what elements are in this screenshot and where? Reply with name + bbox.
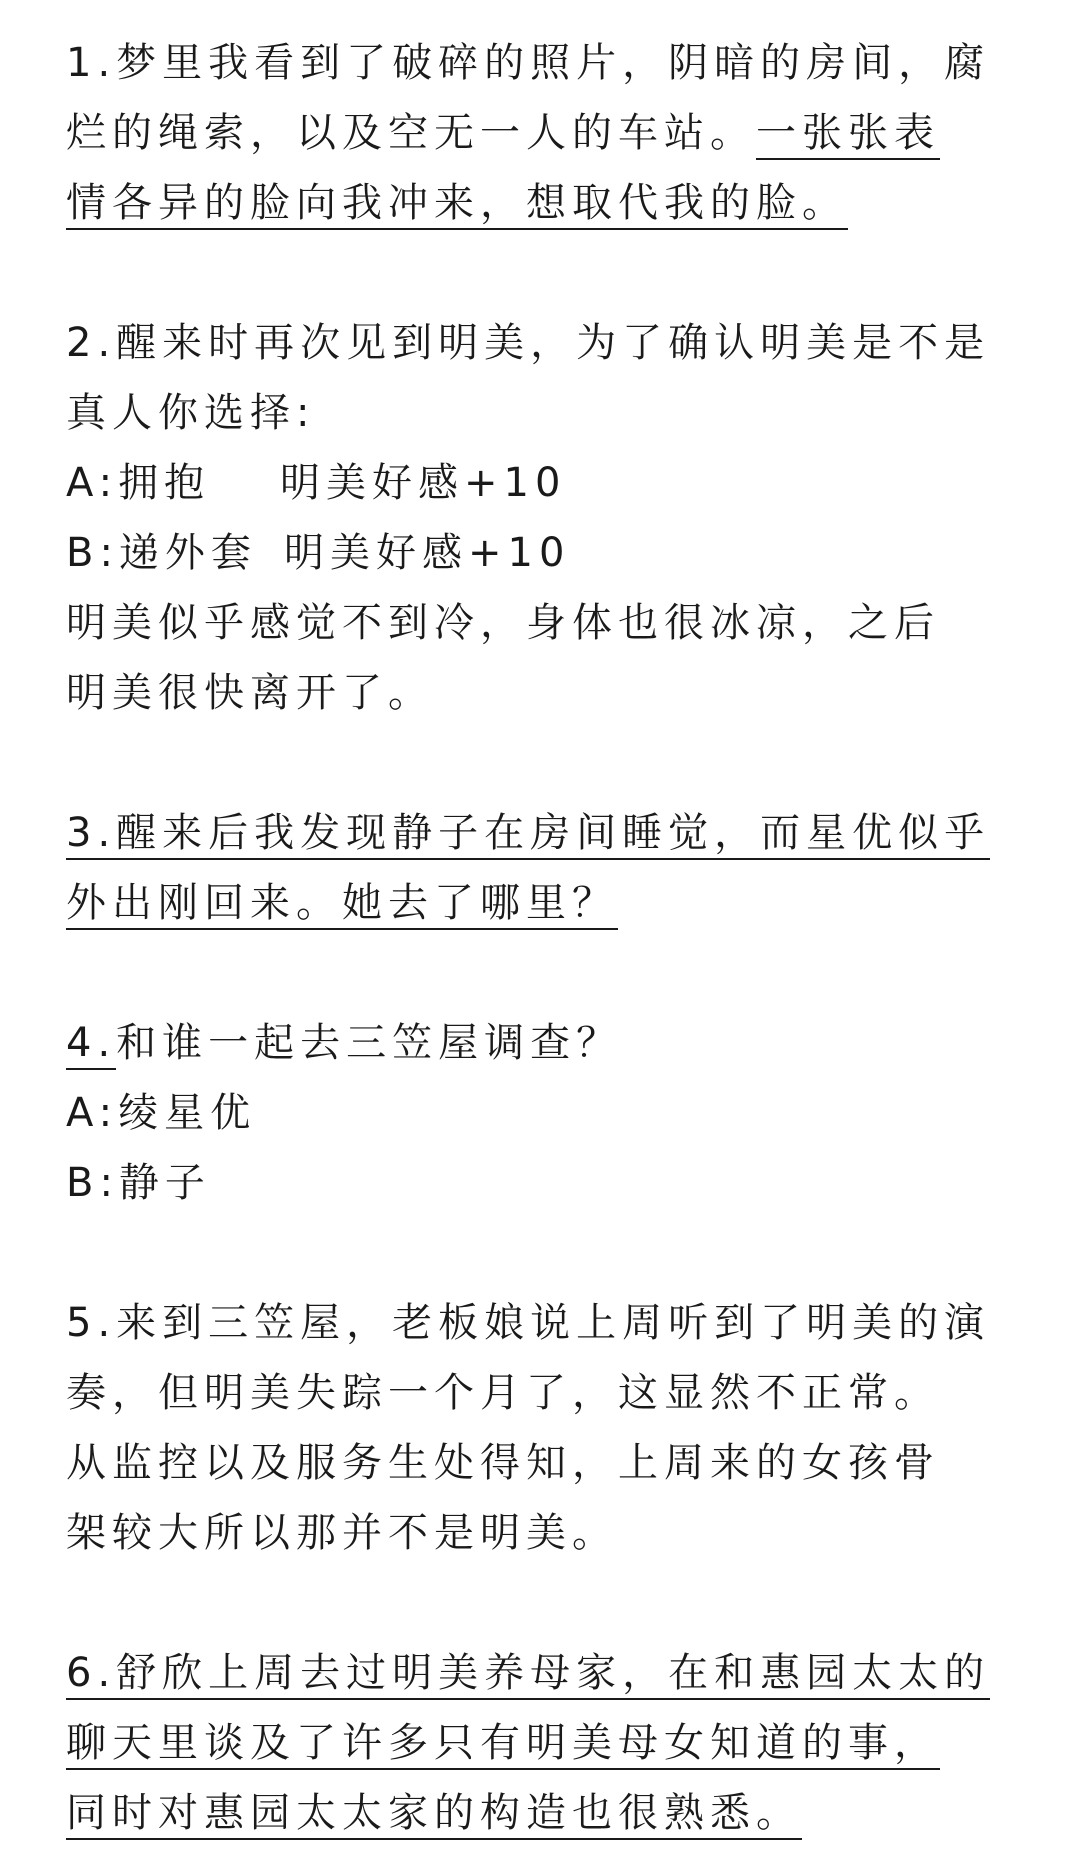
s3-underlined-text-1: 3.醒来后我发现静子在房间睡觉，而星优似乎 [66,810,990,860]
s3-line-1 [66,798,1020,868]
s1-text-2: 烂的绳索，以及空无一人的车站。 [66,110,756,156]
s5-text-1: 5.来到三笠屋，老板娘说上周听到了明美的演 [66,1300,991,1346]
s2-text-2: 真人你选择: [66,390,316,436]
s1-underlined-text-2: 一张张表 [756,110,940,160]
s2-option-a-effect: 明美好感+10 [280,460,567,506]
s2-line-1 [66,308,1020,378]
s1-underlined-text-3: 情各异的脸向我冲来，想取代我的脸。 [66,180,848,230]
s4-number: 4. [66,1020,116,1070]
s5-text-2: 奏，但明美失踪一个月了，这显然不正常。 [66,1370,940,1416]
s2-text-1: 2.醒来时再次见到明美，为了确认明美是不是 [66,320,991,366]
section-gap [66,728,1020,798]
section-gap [66,238,1020,308]
s4-option-b [66,1148,1020,1218]
s5-text-4: 架较大所以那并不是明美。 [66,1510,618,1556]
s6-underlined-text-3: 同时对惠园太太家的构造也很熟悉。 [66,1790,802,1840]
s5-line-1 [66,1288,1020,1358]
s3-line-2 [66,868,1020,938]
s4-option-b-text: B:静子 [66,1160,211,1206]
s6-line-2 [66,1708,1020,1778]
section-gap [66,1218,1020,1288]
s4-option-a [66,1078,1020,1148]
s3-underlined-text-2: 外出刚回来。她去了哪里？ [66,880,618,930]
s2-line-2 [66,378,1020,448]
s2-text-6: 明美很快离开了。 [66,670,434,716]
s5-text-3: 从监控以及服务生处得知，上周来的女孩骨 [66,1440,940,1486]
s2-text-5: 明美似乎感觉不到冷，身体也很冰凉，之后 [66,600,940,646]
s2-option-a [66,448,1020,518]
s2-option-b-effect: 明美好感+10 [284,530,571,576]
s5-line-3 [66,1428,1020,1498]
s2-line-6 [66,658,1020,728]
s1-line-1 [66,28,1020,98]
section-gap [66,1568,1020,1638]
s1-line-3 [66,168,1020,238]
s2-option-b-label: B:递外套 [66,530,257,576]
s2-option-b [66,518,1020,588]
s1-line-2 [66,98,1020,168]
s4-option-a-text: A:绫星优 [66,1090,257,1136]
s2-line-5 [66,588,1020,658]
s1-text-1: 1.梦里我看到了破碎的照片，阴暗的房间，腐 [66,40,991,86]
s5-line-2 [66,1358,1020,1428]
s4-line-1 [66,1008,1020,1078]
s4-question: 和谁一起去三笠屋调查？ [116,1020,623,1066]
section-gap [66,938,1020,1008]
s5-line-4 [66,1498,1020,1568]
s2-option-a-label: A:拥抱 [66,460,211,506]
s6-underlined-text-2: 聊天里谈及了许多只有明美母女知道的事， [66,1720,940,1770]
s6-underlined-text-1: 6.舒欣上周去过明美养母家，在和惠园太太的 [66,1650,990,1700]
s6-line-1 [66,1638,1020,1708]
s6-line-3 [66,1778,1020,1848]
